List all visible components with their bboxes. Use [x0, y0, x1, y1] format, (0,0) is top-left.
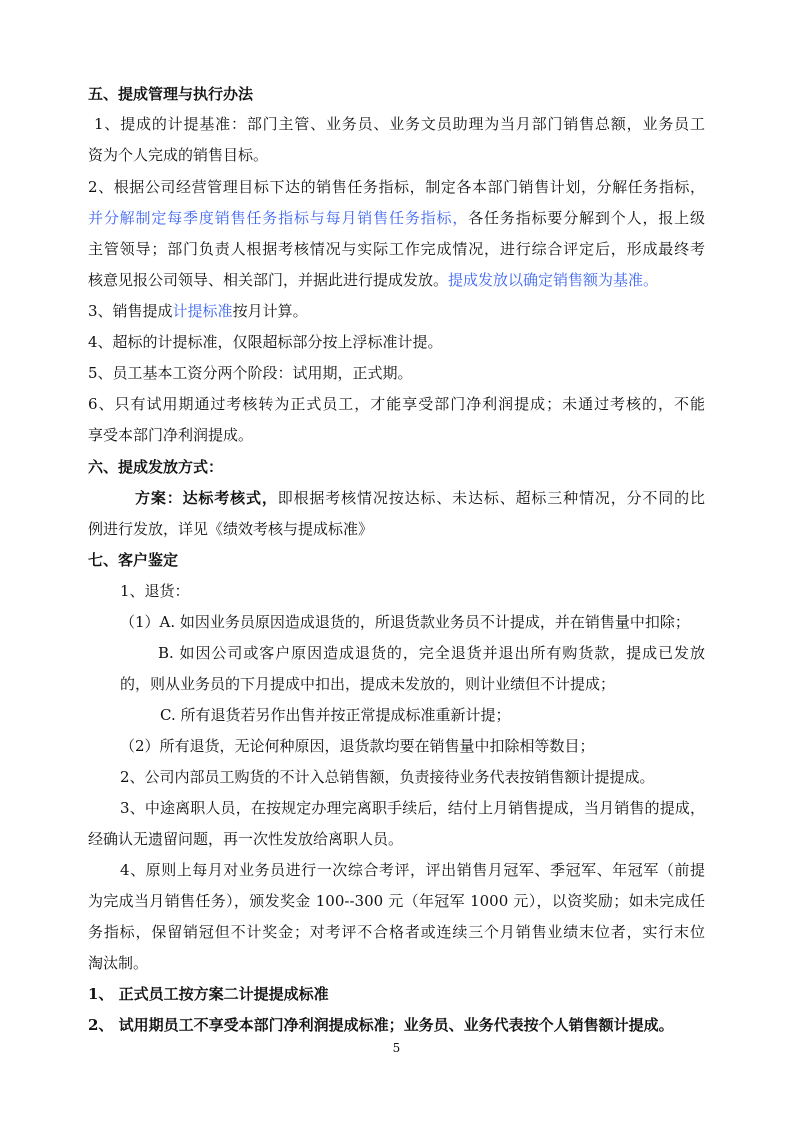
text-segment: 即根据考核情况按达标、未达标、超标三种情况，分不同的比: [277, 489, 705, 507]
text-line: [88, 301, 308, 321]
text-line: [88, 84, 253, 104]
text-line: [88, 425, 253, 445]
text-line: [88, 208, 705, 228]
highlighted-text: 计提标准: [172, 302, 233, 320]
text-line: [120, 612, 690, 632]
text-segment: 1、提成的计提基准：部门主管、业务员、业务文员助理为当月部门销售总额，业务员工: [94, 115, 705, 133]
text-line: [120, 736, 595, 756]
page-number: 5: [392, 1041, 401, 1055]
text-line: [88, 1015, 674, 1035]
text-segment: 淘汰制。: [88, 954, 149, 972]
text-segment: B. 如因公司或客户原因造成退货的，完全退货并退出所有购货款，提成已发放: [158, 644, 705, 662]
text-segment: 2、公司内部员工购货的不计入总销售额，负责接待业务代表按销售额计提提成。: [120, 768, 655, 786]
text-line: [158, 643, 705, 663]
text-segment: 3、中途离职人员，在按规定办理完离职手续后，结付上月销售提成，当月销售的提成，: [120, 799, 705, 817]
text-line: [88, 891, 705, 911]
text-line: [88, 394, 705, 414]
text-segment: 主管领导；部门负责人根据考核情况与实际工作完成情况，进行综合评定后，形成最终考: [88, 240, 705, 258]
text-segment: 核意见报公司领导、相关部门，并据此进行提成发放。: [88, 271, 449, 289]
text-segment: 1、退货：: [120, 582, 190, 600]
text-line: [120, 860, 705, 880]
text-segment: 资为个人完成的销售目标。: [88, 146, 269, 164]
text-segment: 5、员工基本工资分两个阶段：试用期，正式期。: [88, 364, 413, 382]
bold-text: 六、提成发放方式：: [88, 458, 224, 476]
text-line: [88, 984, 329, 1004]
text-line: [88, 332, 443, 352]
text-line: [88, 270, 658, 290]
text-line: [88, 239, 705, 259]
text-segment: 4、原则上每月对业务员进行一次综合考评，评出销售月冠军、季冠军、年冠军（前提: [120, 861, 705, 879]
text-segment: 的，则从业务员的下月提成中扣出，提成未发放的，则计业绩但不计提成；: [120, 675, 616, 693]
bold-text: 方案：达标考核式，: [135, 489, 278, 507]
text-line: [88, 177, 705, 197]
text-line: [88, 363, 413, 383]
text-line: [120, 674, 615, 694]
text-line: [88, 145, 268, 165]
text-segment: 为完成当月销售任务），颁发奖金 100--300 元（年冠军 1000 元），以资奖励；如未完成任: [88, 892, 705, 910]
text-segment: （1）A. 如因业务员原因造成退货的，所退货款业务员不计提成，并在销售量中扣除；: [120, 613, 690, 631]
text-segment: （2）所有退货，无论何种原因，退货款均要在销售量中扣除相等数目；: [120, 737, 595, 755]
text-line: [120, 798, 705, 818]
text-segment: 享受本部门净利润提成。: [88, 426, 254, 444]
text-line: [88, 457, 223, 477]
text-line: [120, 767, 655, 787]
bold-text: 五、提成管理与执行办法: [88, 85, 254, 103]
text-line: [160, 705, 510, 725]
highlighted-text: 提成发放以确定销售额为基准。: [448, 271, 659, 289]
bold-text: 七、客户鉴定: [88, 551, 179, 569]
text-segment: 各任务指标要分解到个人，报上级: [468, 209, 705, 227]
text-segment: 2、根据公司经营管理目标下达的销售任务指标，制定各本部门销售计划，分解任务指标，: [88, 178, 705, 196]
text-line: [135, 488, 705, 508]
text-segment: 务指标，保留销冠但不计奖金；对考评不合格者或连续三个月销售业绩末位者，实行末位: [88, 923, 705, 941]
text-line: [88, 922, 705, 942]
text-segment: 例进行发放，详见《绩效考核与提成标准》: [88, 520, 374, 538]
text-line: [88, 953, 148, 973]
text-segment: 经确认无遗留问题，再一次性发放给离职人员。: [88, 830, 404, 848]
text-line: [120, 581, 190, 601]
text-segment: 按月计算。: [232, 302, 308, 320]
bold-text: 1、 正式员工按方案二计提提成标准: [88, 985, 329, 1003]
highlighted-text: 并分解制定每季度销售任务指标与每月销售任务指标，: [88, 209, 469, 227]
bold-text: 2、 试用期员工不享受本部门净利润提成标准；业务员、业务代表按个人销售额计提成。: [88, 1016, 674, 1034]
text-segment: 6、只有试用期通过考核转为正式员工，才能享受部门净利润提成；未通过考核的，不能: [88, 395, 705, 413]
text-segment: 3、销售提成: [88, 302, 173, 320]
text-segment: C. 所有退货若另作出售并按正常提成标准重新计提；: [160, 706, 511, 724]
text-line: [88, 829, 403, 849]
text-line: [94, 114, 705, 134]
text-line: [88, 550, 178, 570]
text-segment: 4、超标的计提标准，仅限超标部分按上浮标准计提。: [88, 333, 443, 351]
text-line: [88, 519, 373, 539]
